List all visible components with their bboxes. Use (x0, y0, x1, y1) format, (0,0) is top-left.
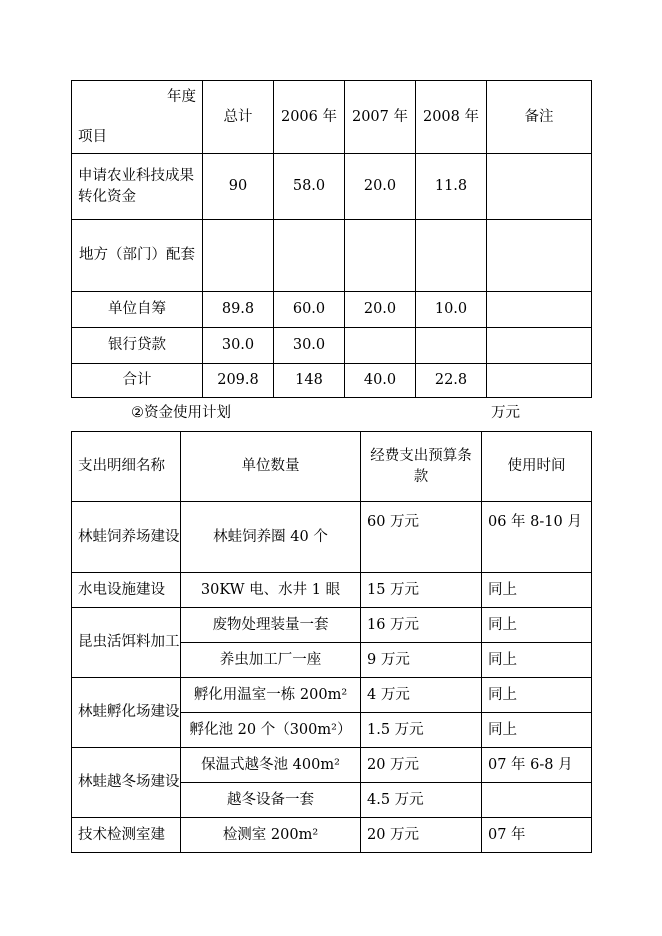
cell-2007 (345, 220, 416, 292)
col-header-qty: 单位数量 (181, 432, 361, 502)
cell-budget: 4 万元 (361, 678, 482, 713)
cell-time: 同上 (482, 608, 592, 643)
table-row (72, 748, 592, 783)
cell-qty: 30KW 电、水井 1 眼 (181, 573, 361, 608)
cell-time: 06 年 8-10 月 (482, 502, 592, 573)
cell-2006: 58.0 (274, 154, 345, 220)
cell-2007: 20.0 (345, 154, 416, 220)
cell-budget: 15 万元 (361, 573, 482, 608)
table-row (72, 220, 592, 292)
cell-remark (487, 154, 592, 220)
table-row (72, 818, 592, 853)
funding-table (71, 80, 592, 398)
row-label: 地方（部门）配套 (72, 220, 203, 292)
cell-time: 同上 (482, 713, 592, 748)
group-name: 林蛙饲养场建设 (72, 502, 181, 573)
row-label: 申请农业科技成果转化资金 (72, 154, 203, 220)
table-row (72, 502, 592, 573)
cell-budget: 60 万元 (361, 502, 482, 573)
table-row (72, 678, 592, 713)
row-label: 单位自筹 (72, 292, 203, 328)
header-corner-cell (72, 81, 203, 154)
cell-2006: 148 (274, 364, 345, 398)
cell-time (482, 783, 592, 818)
cell-qty: 养虫加工厂一座 (181, 643, 361, 678)
cell-qty: 孵化用温室一栋 200m² (181, 678, 361, 713)
usage-table (71, 431, 592, 853)
group-name: 昆虫活饵料加工 (72, 608, 181, 678)
group-name: 林蛙越冬场建设 (72, 748, 181, 818)
cell-2006: 30.0 (274, 328, 345, 364)
cell-remark (487, 292, 592, 328)
cell-time: 同上 (482, 573, 592, 608)
cell-2007: 40.0 (345, 364, 416, 398)
group-name: 林蛙孵化场建设 (72, 678, 181, 748)
cell-qty: 越冬设备一套 (181, 783, 361, 818)
cell-remark (487, 364, 592, 398)
cell-remark (487, 328, 592, 364)
row-label: 银行贷款 (72, 328, 203, 364)
col-header-name: 支出明细名称 (72, 432, 181, 502)
cell-budget: 1.5 万元 (361, 713, 482, 748)
cell-total (203, 220, 274, 292)
col-header-2006: 2006 年 (274, 81, 345, 154)
row-label: 合计 (72, 364, 203, 398)
col-header-2008: 2008 年 (416, 81, 487, 154)
cell-total: 209.8 (203, 364, 274, 398)
section-caption: ②资金使用计划 (131, 405, 231, 421)
cell-2006: 60.0 (274, 292, 345, 328)
group-name: 技术检测室建 (72, 818, 181, 853)
cell-2006 (274, 220, 345, 292)
cell-qty: 孵化池 20 个（300m²） (181, 713, 361, 748)
cell-budget: 16 万元 (361, 608, 482, 643)
cell-total: 89.8 (203, 292, 274, 328)
cell-qty: 废物处理装量一套 (181, 608, 361, 643)
col-header-total: 总计 (203, 81, 274, 154)
cell-2008: 10.0 (416, 292, 487, 328)
table-row (72, 608, 592, 643)
cell-time: 同上 (482, 643, 592, 678)
cell-time: 同上 (482, 678, 592, 713)
cell-2008: 22.8 (416, 364, 487, 398)
table-row (72, 328, 592, 364)
cell-budget: 9 万元 (361, 643, 482, 678)
header-item-label: 项目 (78, 128, 107, 145)
table-row (72, 364, 592, 398)
col-header-time: 使用时间 (482, 432, 592, 502)
cell-2007 (345, 328, 416, 364)
unit-label: 万元 (491, 405, 520, 421)
cell-2008 (416, 328, 487, 364)
cell-budget: 20 万元 (361, 818, 482, 853)
cell-time: 07 年 6-8 月 (482, 748, 592, 783)
cell-budget: 4.5 万元 (361, 783, 482, 818)
cell-qty: 检测室 200m² (181, 818, 361, 853)
col-header-budget: 经费支出预算条款 (361, 432, 482, 502)
cell-2008: 11.8 (416, 154, 487, 220)
table-row (72, 292, 592, 328)
cell-time: 07 年 (482, 818, 592, 853)
cell-total: 90 (203, 154, 274, 220)
table-row (72, 154, 592, 220)
cell-qty: 保温式越冬池 400m² (181, 748, 361, 783)
cell-total: 30.0 (203, 328, 274, 364)
cell-2007: 20.0 (345, 292, 416, 328)
cell-remark (487, 220, 592, 292)
col-header-2007: 2007 年 (345, 81, 416, 154)
group-name: 水电设施建设 (72, 573, 181, 608)
cell-budget: 20 万元 (361, 748, 482, 783)
col-header-remark: 备注 (487, 81, 592, 154)
cell-qty: 林蛙饲养圈 40 个 (181, 502, 361, 573)
table-row (72, 573, 592, 608)
cell-2008 (416, 220, 487, 292)
header-year-label: 年度 (167, 89, 196, 105)
